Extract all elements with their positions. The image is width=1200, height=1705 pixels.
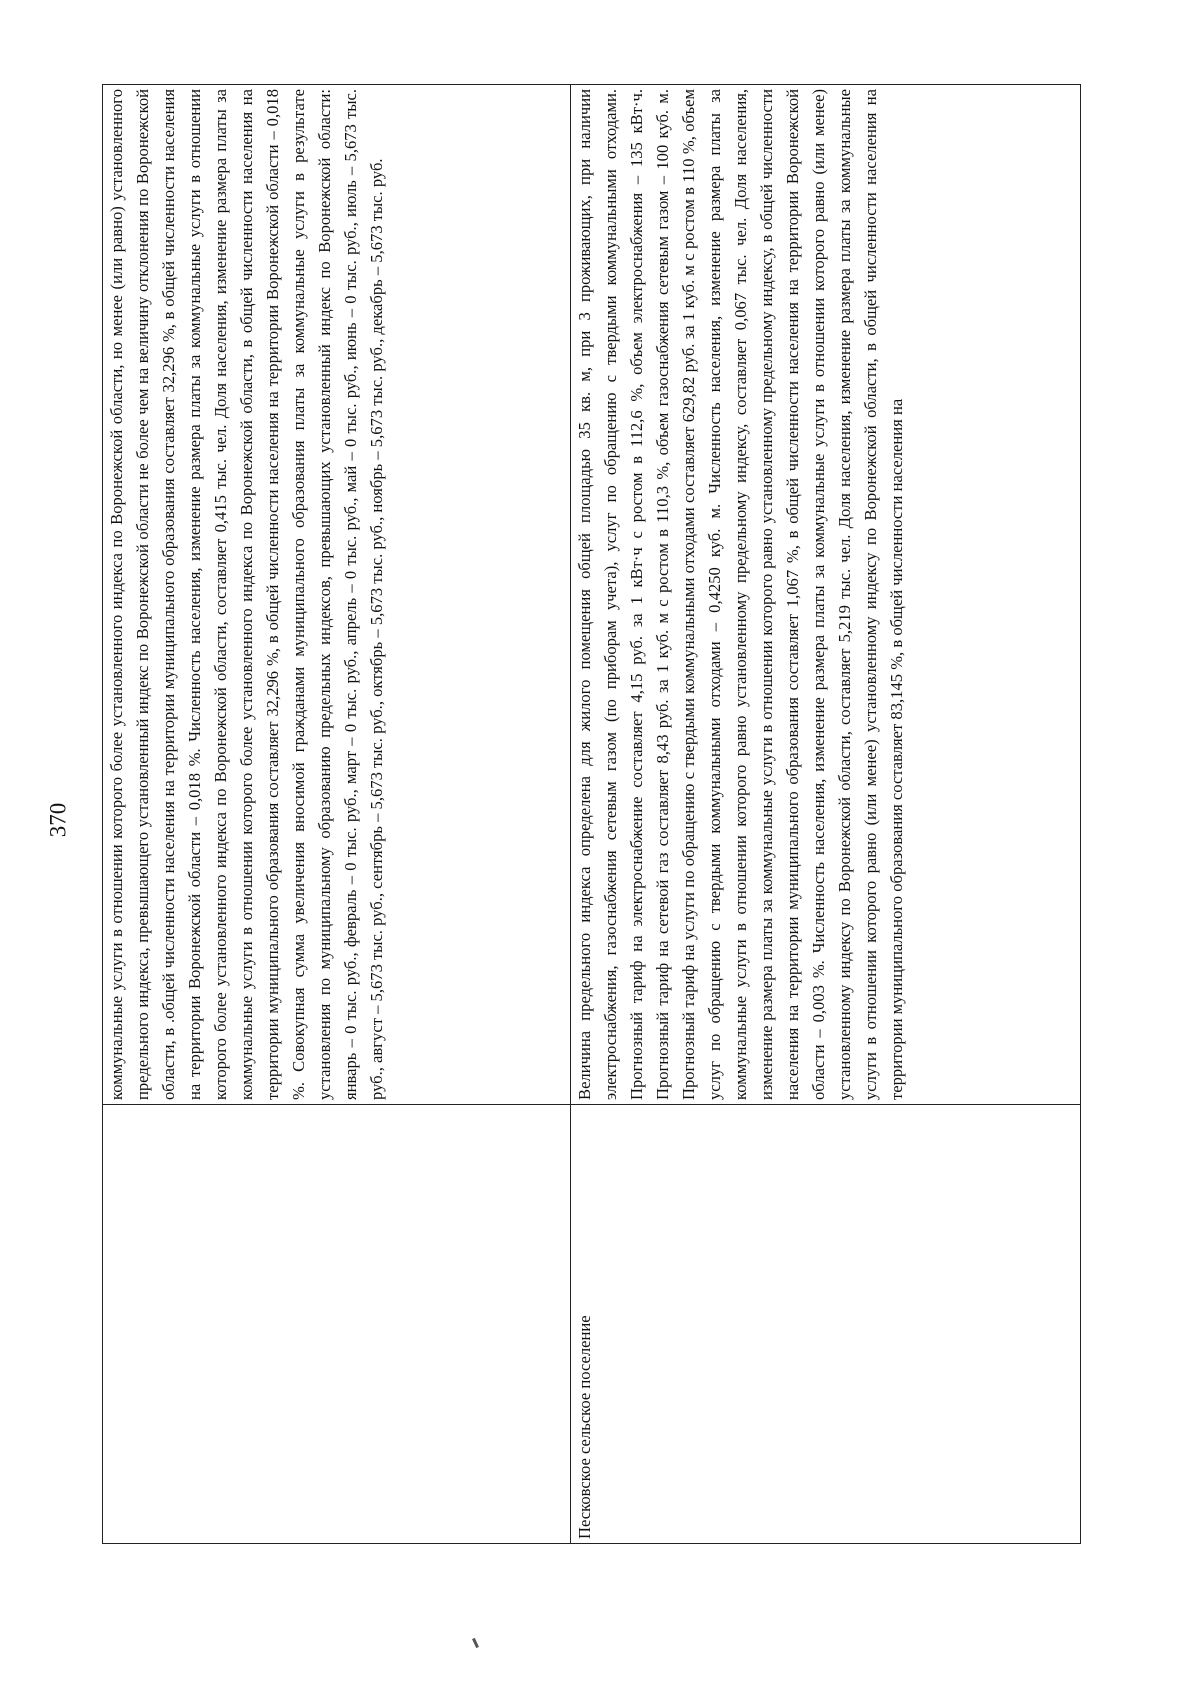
description-cell: коммунальные услуги в отношении которого более установленного индекса по Воронежской области, но менее (или равно) установленного предельного индекса, превышающего установленный индекс по Воронежской области не более чем на величину отклонения по Воронежской области, в .общей численности населения на территории муниципального образования составляет 32,296 %, в общей численности населения на территории Воронежской области – 0,018 %. Численность населения, изменение размера платы за коммунальные услуги в отношении которого более установленного индекса по Воронежской области, составляет 0,415 тыс. чел. Доля населения, изменение размера платы за коммунальные услуги в отношении которого более установленного индекса по Воронежской области, в общей численности населения на территории муниципального образования составляет 32,296 %, в общей численности населения на территории Воронежской области – 0,018 %. Совокупная сумма увеличения вносимой гражданами муниципального образования платы за коммунальные услуги в результате установления по муниципальному образованию предельных индексов, превышающих установленный индекс по Воронежской области: январь – 0 тыс. руб., февраль – 0 тыс. руб., март – 0 тыс. руб., апрель – 0 тыс. руб., май – 0 тыс. руб., июнь – 0 тыс. руб., июль – 5,673 тыс. руб., август – 5,673 тыс. руб., сентябрь – 5,673 тыс. руб., октябрь – 5,673 тыс. руб., ноябрь – 5,673 тыс. руб., декабрь – 5,673 тыс. руб. [103, 85, 571, 1105]
table-row [571, 85, 1081, 1544]
scan-speck [472, 1638, 479, 1648]
description-cell: Величина предельного индекса определена для жилого помещения общей площадью 35 кв. м, при 3 проживающих, при наличии электроснабжения, газоснабжения сетевым газом (по приборам учета), услуг по обращению с твердыми коммунальными отходами. Прогнозный тариф на электроснабжение составляет 4,15 руб. за 1 кВт·ч с ростом в 112,6 %, объем электроснабжения – 135 кВт·ч. Прогнозный тариф на сетевой газ составляет 8,43 руб. за 1 куб. м с ростом в 110,3 %, объем газоснабжения сетевым газом – 100 куб. м. Прогнозный тариф на услуги по обращению с твердыми коммунальными отходами составляет 629,82 руб. за 1 куб. м с ростом в 110 %, объем услуг по обращению с твердыми коммунальными отходами – 0,4250 куб. м. Численность населения, изменение размера платы за коммунальные услуги в отношении которого равно установленному предельному индексу, составляет 0,067 тыс. чел. Доля населения, изменение размера платы за коммунальные услуги в отношении которого равно установленному предельному индексу, в общей численности населения на территории муниципального образования составляет 1,067 %, в общей численности населения на территории Воронежской области – 0,003 %. Численность населения, изменение размера платы за коммунальные услуги в отношении которого равно (или менее) установленному индексу по Воронежской области, составляет 5,219 тыс. чел. Доля населения, изменение размера платы за коммунальные услуги в отношении которого равно (или менее) установленному индексу по Воронежской области, в общей численности населения на территории муниципального образования составляет 83,145 %, в общей численности населения на [571, 85, 1081, 1105]
table-container [102, 84, 1080, 1544]
table-row [103, 85, 571, 1544]
page-number-text: 370 [45, 802, 70, 838]
page-number [38, 770, 78, 870]
municipality-name-cell: Песковское сельское поселение [571, 1105, 1081, 1544]
document-table [102, 84, 1081, 1544]
municipality-name-cell [103, 1105, 571, 1544]
rotated-table-wrapper [102, 84, 1080, 1544]
